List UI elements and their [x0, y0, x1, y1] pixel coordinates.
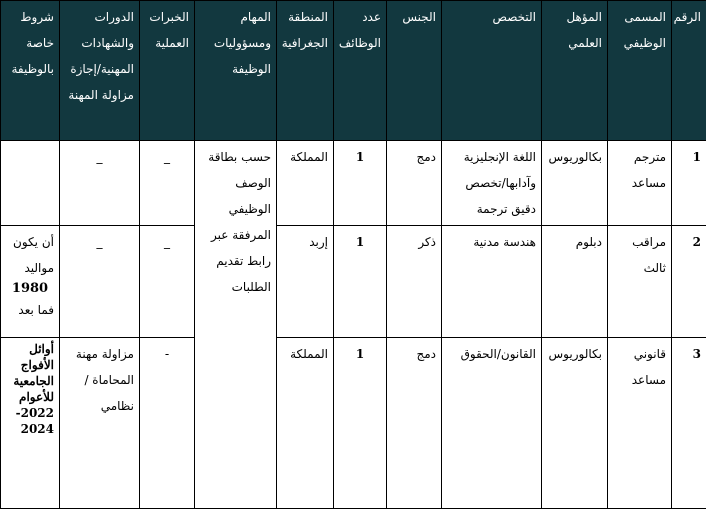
- header-tasks: المهام ومسؤوليات الوظيفة: [195, 1, 277, 141]
- row-region: إربد: [277, 226, 334, 337]
- condition-line: أن يكون مواليد: [13, 235, 54, 276]
- row-gender: ذكر: [387, 226, 442, 337]
- row-qualification: دبلوم: [542, 226, 608, 337]
- row-qualification: بكالوريوس: [542, 337, 608, 508]
- row-courses: مزاولة مهنة المحاماة /نظامي: [60, 337, 140, 508]
- row-experience: _: [140, 141, 195, 226]
- row-specialization: القانون/الحقوق: [442, 337, 542, 508]
- header-row: [1, 1, 706, 141]
- row-region: المملكة: [277, 337, 334, 508]
- row-count: 1: [334, 141, 387, 226]
- table-row: [1, 226, 706, 337]
- header-courses: الدورات والشهادات المهنية/إجازة مزاولة المهنة: [60, 1, 140, 141]
- row-conditions: [1, 141, 60, 226]
- table-row: [1, 337, 706, 508]
- condition-year: 1980: [11, 281, 49, 297]
- row-gender: دمج: [387, 141, 442, 226]
- row-region: المملكة: [277, 141, 334, 226]
- row-qualification: بكالوريوس: [542, 141, 608, 226]
- header-qualification: المؤهل العلمي: [542, 1, 608, 141]
- row-specialization: اللغة الإنجليزية وآدابها/تخصص دقيق ترجمة: [442, 141, 542, 226]
- header-gender: الجنس: [387, 1, 442, 141]
- header-experience: الخبرات العملية: [140, 1, 195, 141]
- row-num: 1: [672, 141, 706, 226]
- row-count: 1: [334, 226, 387, 337]
- table-row: [1, 141, 706, 226]
- header-num: الرقم: [672, 1, 706, 141]
- row-courses: _: [60, 141, 140, 226]
- row-job-title: مترجم مساعد: [608, 141, 672, 226]
- row-num: 3: [672, 337, 706, 508]
- header-conditions: شروط خاصة بالوظيفة: [1, 1, 60, 141]
- row-conditions: [1, 226, 60, 337]
- condition-line: فما بعد: [18, 303, 54, 318]
- row-job-title: مراقب ثالث: [608, 226, 672, 337]
- row-experience: _: [140, 226, 195, 337]
- header-region: المنطقة الجغرافية: [277, 1, 334, 141]
- row-specialization: هندسة مدنية: [442, 226, 542, 337]
- row-gender: دمج: [387, 337, 442, 508]
- header-count: عدد الوظائف: [334, 1, 387, 141]
- row-count: 1: [334, 337, 387, 508]
- header-job-title: المسمى الوظيفي: [608, 1, 672, 141]
- row-experience: -: [140, 337, 195, 508]
- shared-tasks-cell: حسب بطاقة الوصف الوظيفي المرفقة عبر رابط تقديم الطلبات: [195, 141, 277, 509]
- header-specialization: التخصص: [442, 1, 542, 141]
- row-num: 2: [672, 226, 706, 337]
- row-courses: _: [60, 226, 140, 337]
- row-job-title: قانوني مساعد: [608, 337, 672, 508]
- row-conditions: أوائل الأفواج الجامعية للأعوام 2022-2024: [1, 337, 60, 508]
